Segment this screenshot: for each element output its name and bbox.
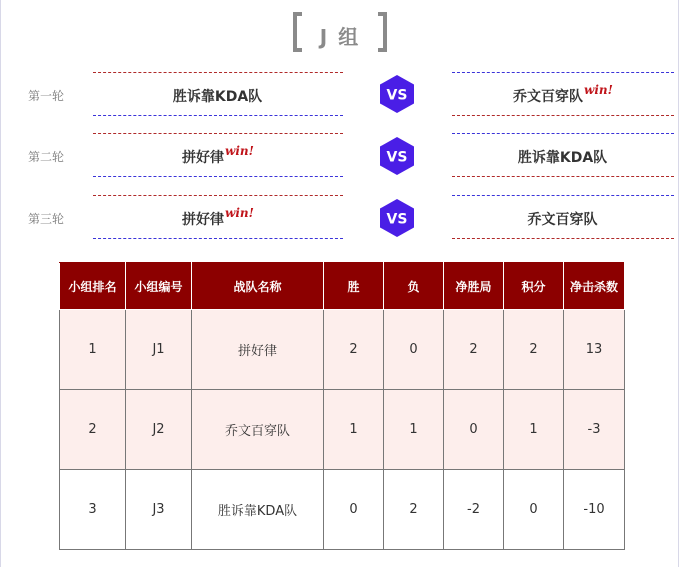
cell-wins: 2 xyxy=(324,310,384,390)
round-2-left-team xyxy=(93,133,343,177)
cell-points: 2 xyxy=(504,310,564,390)
group-title xyxy=(293,12,387,54)
team-name: 胜诉靠KDA队 xyxy=(172,89,263,105)
cell-team-name: 乔文百穿队 xyxy=(192,390,324,470)
win-mark: win! xyxy=(225,144,254,158)
cell-losses: 2 xyxy=(384,470,444,550)
round-3-left-team xyxy=(93,195,343,239)
vs-badge xyxy=(380,199,414,237)
dashed-line xyxy=(93,133,343,134)
header-losses: 负 xyxy=(384,263,444,310)
cell-rank: 1 xyxy=(60,310,126,390)
dashed-line xyxy=(93,176,343,177)
header-net-games: 净胜局 xyxy=(444,263,504,310)
round-1-left-team xyxy=(93,72,343,116)
table-row xyxy=(60,310,625,390)
cell-group-id: J2 xyxy=(126,390,192,470)
cell-team-name: 拼好律 xyxy=(192,310,324,390)
cell-group-id: J3 xyxy=(126,470,192,550)
cell-net-games: 0 xyxy=(444,390,504,470)
table-row xyxy=(60,390,625,470)
team-name: 胜诉靠KDA队 xyxy=(517,150,608,166)
cell-wins: 0 xyxy=(324,470,384,550)
cell-net-games: 2 xyxy=(444,310,504,390)
round-2 xyxy=(1,133,679,203)
round-2-right-team xyxy=(452,133,674,177)
group-title-text: J 组 xyxy=(319,25,361,49)
team-name: 拼好律 xyxy=(182,150,225,166)
cell-losses: 0 xyxy=(384,310,444,390)
cell-rank: 2 xyxy=(60,390,126,470)
cell-net-kills: -3 xyxy=(564,390,625,470)
right-bracket xyxy=(378,12,387,52)
header-group-id: 小组编号 xyxy=(126,263,192,310)
round-3-right-team xyxy=(452,195,674,239)
dashed-line xyxy=(452,72,674,73)
round-1 xyxy=(1,72,679,142)
round-3 xyxy=(1,195,679,265)
cell-team-name: 胜诉靠KDA队 xyxy=(192,470,324,550)
team-name: 拼好律 xyxy=(182,212,225,228)
dashed-line xyxy=(93,195,343,196)
team-name: 乔文百穿队 xyxy=(527,212,598,228)
table-header-row xyxy=(60,263,625,310)
cell-net-kills: -10 xyxy=(564,470,625,550)
header-points: 积分 xyxy=(504,263,564,310)
header-rank: 小组排名 xyxy=(60,263,126,310)
round-label: 第二轮 xyxy=(28,150,65,164)
header-wins: 胜 xyxy=(324,263,384,310)
vs-text: VS xyxy=(386,211,408,228)
standings-table xyxy=(59,262,625,550)
header-net-kills: 净击杀数 xyxy=(564,263,625,310)
vs-text: VS xyxy=(386,87,408,104)
cell-points: 0 xyxy=(504,470,564,550)
round-label: 第一轮 xyxy=(28,89,65,103)
cell-losses: 1 xyxy=(384,390,444,470)
header-team-name: 战队名称 xyxy=(192,263,324,310)
round-label: 第三轮 xyxy=(28,212,65,226)
cell-points: 1 xyxy=(504,390,564,470)
dashed-line xyxy=(452,195,674,196)
win-mark: win! xyxy=(225,206,254,220)
table-row xyxy=(60,470,625,550)
vs-text: VS xyxy=(386,149,408,166)
dashed-line xyxy=(93,72,343,73)
win-mark: win! xyxy=(584,83,613,97)
cell-net-kills: 13 xyxy=(564,310,625,390)
cell-net-games: -2 xyxy=(444,470,504,550)
dashed-line xyxy=(93,115,343,116)
team-name: 乔文百穿队 xyxy=(513,89,584,105)
dashed-line xyxy=(452,133,674,134)
vs-badge xyxy=(380,137,414,175)
cell-group-id: J1 xyxy=(126,310,192,390)
round-1-right-team xyxy=(452,72,674,116)
cell-wins: 1 xyxy=(324,390,384,470)
dashed-line xyxy=(452,176,674,177)
dashed-line xyxy=(93,238,343,239)
vs-badge xyxy=(380,75,414,113)
dashed-line xyxy=(452,238,674,239)
cell-rank: 3 xyxy=(60,470,126,550)
dashed-line xyxy=(452,115,674,116)
